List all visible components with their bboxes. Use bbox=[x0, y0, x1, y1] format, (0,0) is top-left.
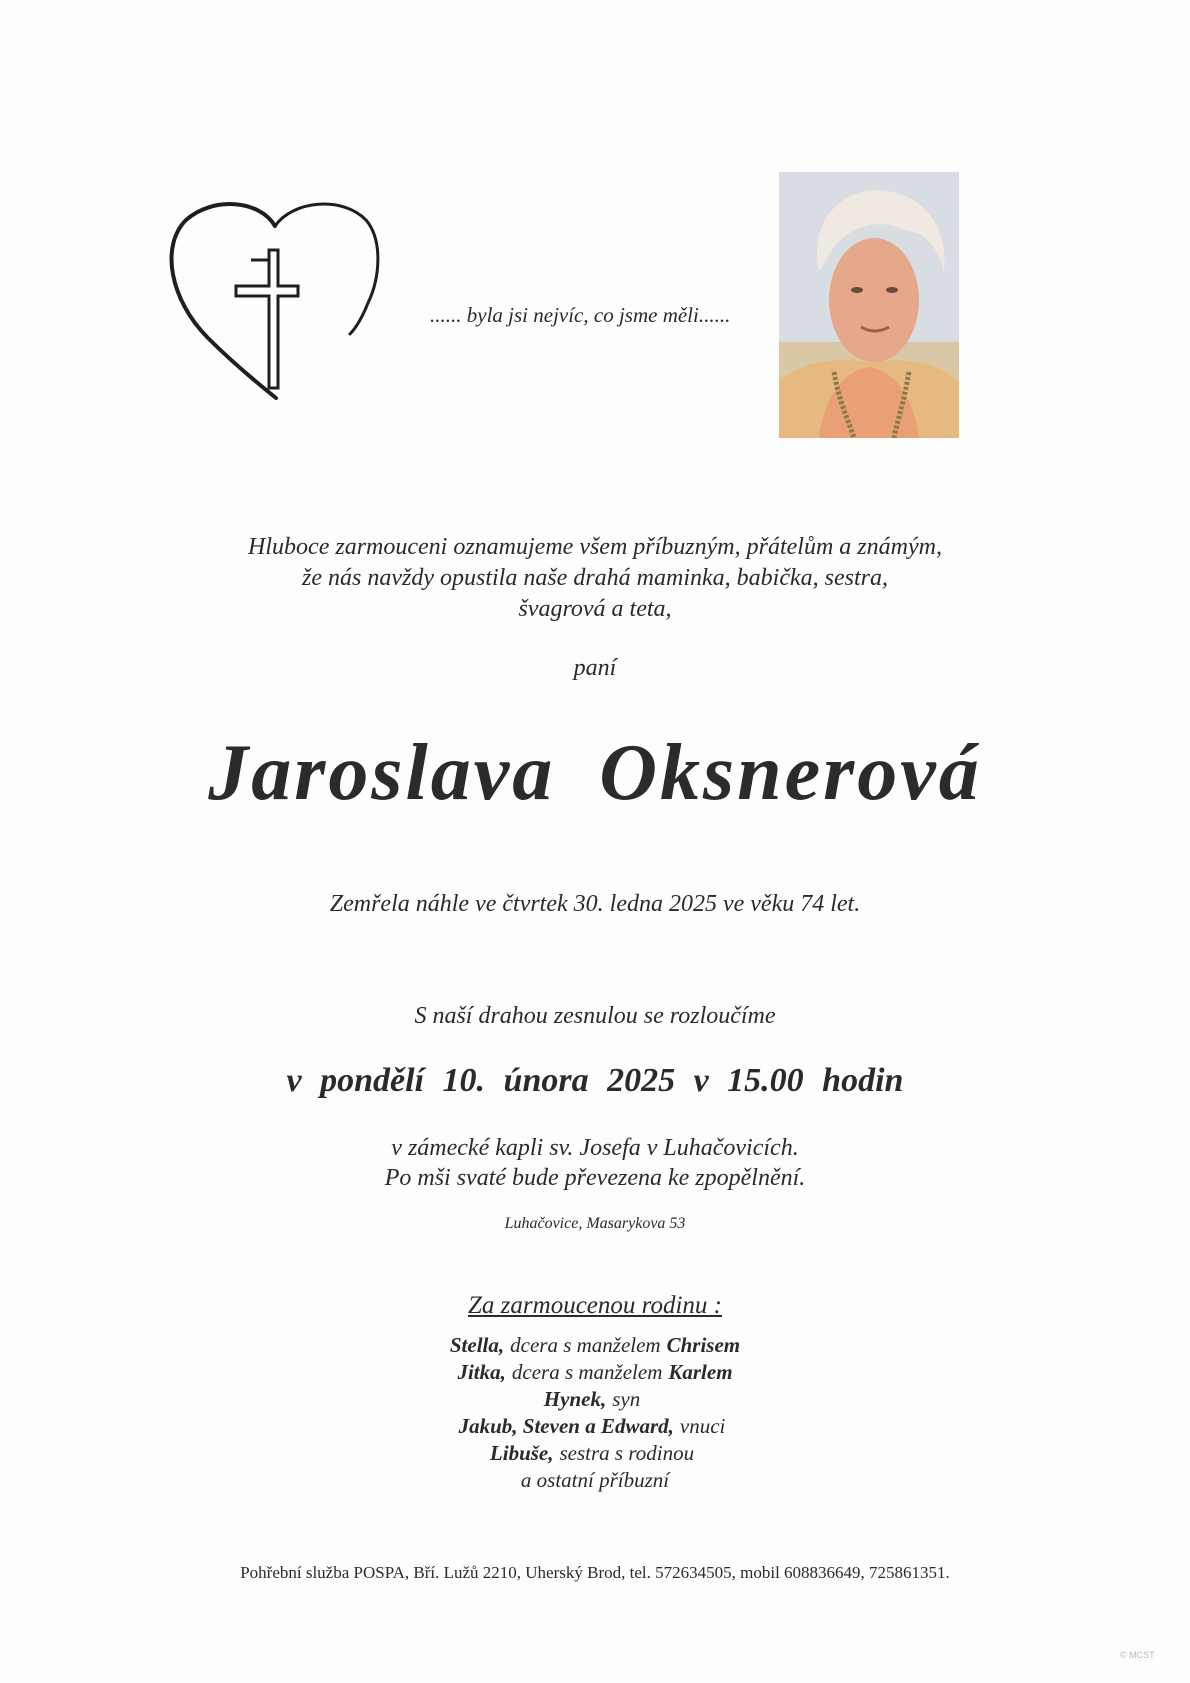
member-relation: sestra s rodinou bbox=[559, 1441, 695, 1465]
member-relation: dcera s manželem bbox=[510, 1333, 661, 1357]
watermark: © MCST bbox=[1120, 1650, 1155, 1660]
member-relation: dcera s manželem bbox=[511, 1360, 663, 1384]
last-name: Oksnerová bbox=[599, 729, 982, 817]
address: Luhačovice, Masarykova 53 bbox=[504, 1215, 686, 1232]
announcement-intro bbox=[0, 532, 1190, 625]
portrait-photo bbox=[779, 172, 959, 438]
family-member bbox=[0, 1413, 1190, 1440]
member-name: Jitka, bbox=[457, 1360, 506, 1384]
family-member bbox=[0, 1467, 1190, 1494]
death-notice: Zemřela náhle ve čtvrtek 30. ledna 2025 ve věku 74 let. bbox=[329, 891, 861, 917]
member-name: Jakub, Steven a Edward, bbox=[458, 1414, 674, 1438]
place-line: Po mši svaté bude převezena ke zpopělnění. bbox=[384, 1165, 806, 1191]
ceremony-datetime: v pondělí 10. února 2025 v 15.00 hodin bbox=[286, 1062, 904, 1099]
heart-with-cross-icon bbox=[168, 198, 400, 408]
member-spouse: Karlem bbox=[668, 1360, 733, 1384]
intro-line: švagrová a teta, bbox=[518, 596, 672, 622]
honorific: paní bbox=[573, 655, 617, 681]
member-relation: vnuci bbox=[679, 1414, 726, 1438]
ceremony-place bbox=[0, 1133, 1190, 1193]
deceased-name bbox=[0, 728, 1190, 819]
place-line: v zámecké kapli sv. Josefa v Luhačovicích. bbox=[391, 1135, 799, 1161]
family-member bbox=[0, 1440, 1190, 1467]
member-spouse: Chrisem bbox=[666, 1333, 741, 1357]
family-list bbox=[0, 1332, 1190, 1494]
funeral-service-footer: Pohřební služba POSPA, Bří. Lužů 2210, Uherský Brod, tel. 572634505, mobil 608836649, 725861351. bbox=[240, 1563, 950, 1582]
member-name: Stella, bbox=[449, 1333, 505, 1357]
family-member bbox=[0, 1386, 1190, 1413]
member-name: Libuše, bbox=[489, 1441, 554, 1465]
family-member bbox=[0, 1359, 1190, 1386]
motto: ...... byla jsi nejvíc, co jsme měli...... bbox=[430, 303, 731, 327]
intro-line: Hluboce zarmouceni oznamujeme všem příbuzným, přátelům a známým, bbox=[248, 534, 942, 560]
intro-line: že nás navždy opustila naše drahá maminka, babička, sestra, bbox=[302, 565, 888, 591]
family-heading: Za zarmoucenou rodinu : bbox=[468, 1292, 722, 1319]
member-relation: a ostatní příbuzní bbox=[520, 1468, 670, 1492]
member-name: Hynek, bbox=[543, 1387, 607, 1411]
farewell-line: S naší drahou zesnulou se rozloučíme bbox=[414, 1003, 776, 1029]
first-name: Jaroslava bbox=[208, 729, 556, 817]
family-member bbox=[0, 1332, 1190, 1359]
member-relation: syn bbox=[612, 1387, 641, 1411]
